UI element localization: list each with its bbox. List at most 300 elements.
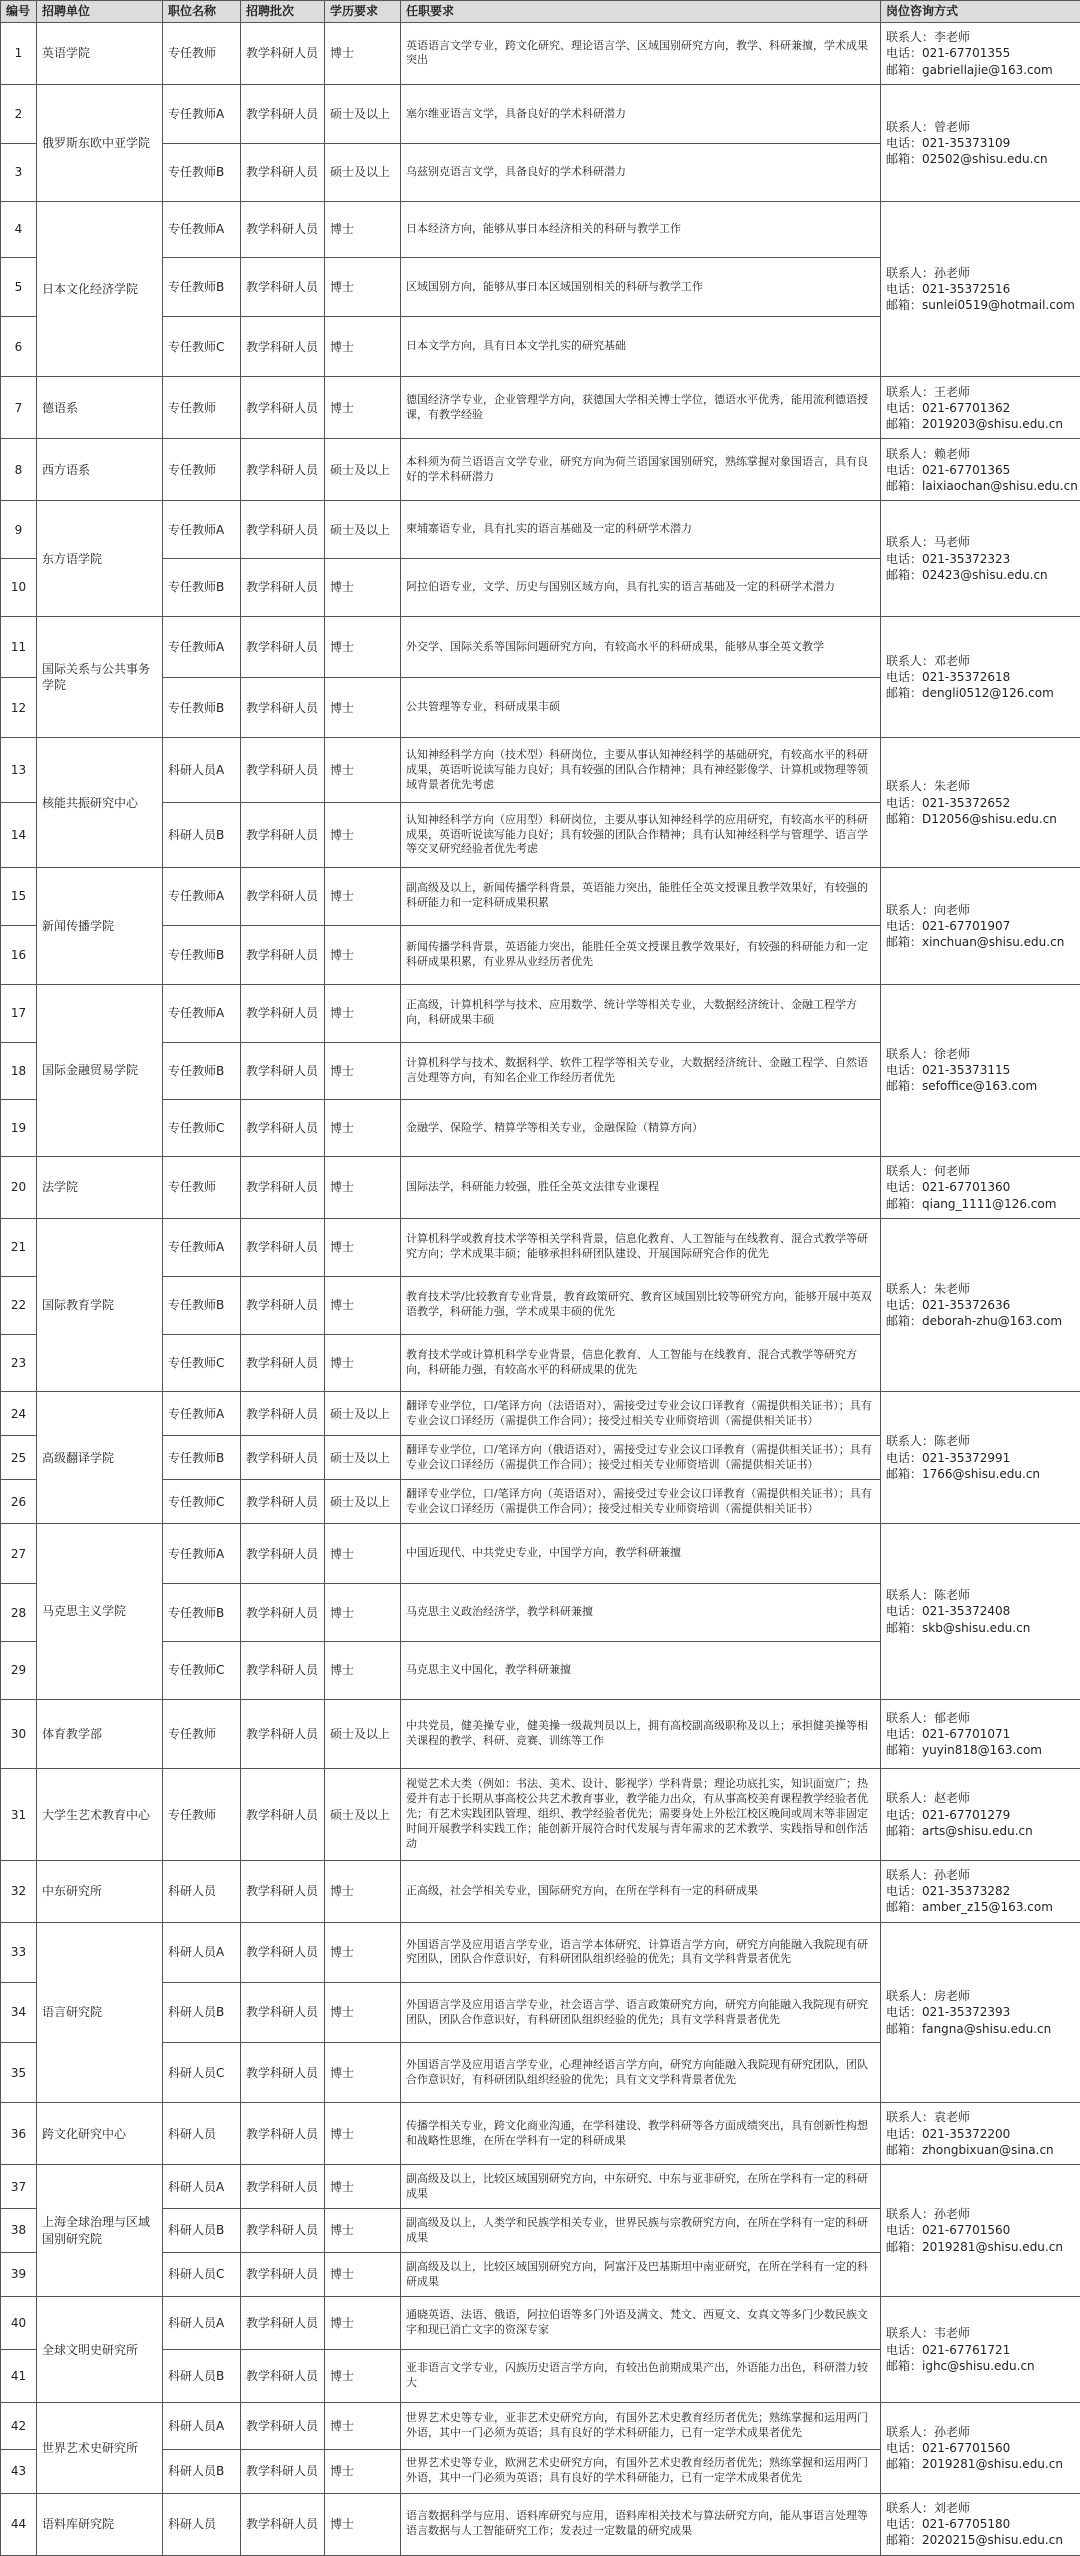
contact-info xyxy=(881,377,1080,439)
row-index: 35 xyxy=(1,2043,37,2103)
education-requirement: 博士 xyxy=(325,2403,401,2449)
job-requirements: 教育技术学/比较教育专业背景，教育政策研究、教育区域国别比较等研究方向，能够开展中英双语教学，科研能力强，学术成果丰硕的优先 xyxy=(401,1276,881,1334)
position-title: 专任教师 xyxy=(163,1156,241,1218)
contact-line: 联系人：韦老师 xyxy=(886,2326,971,2341)
row-index: 37 xyxy=(1,2165,37,2209)
unit-name: 大学生艺术教育中心 xyxy=(37,1769,163,1861)
position-title: 科研人员 xyxy=(163,2493,241,2555)
education-requirement: 博士 xyxy=(325,925,401,984)
education-requirement: 博士 xyxy=(325,1584,401,1642)
row-index: 17 xyxy=(1,984,37,1042)
table-row xyxy=(1,1769,1080,1861)
contact-info xyxy=(881,1922,1080,2102)
table-row xyxy=(1,84,1080,143)
recruit-batch: 教学科研人员 xyxy=(241,1769,325,1861)
position-title: 专任教师 xyxy=(163,1699,241,1768)
unit-name: 世界艺术史研究所 xyxy=(37,2403,163,2493)
unit-name: 全球文明史研究所 xyxy=(37,2296,163,2402)
contact-line: 联系人：陈老师 xyxy=(886,1434,971,1449)
position-title: 科研人员 xyxy=(163,2103,241,2165)
education-requirement: 博士 xyxy=(325,1642,401,1700)
contact-line: 电话：021-35373109 xyxy=(886,135,1011,150)
recruit-batch: 教学科研人员 xyxy=(241,1480,325,1524)
contact-info xyxy=(881,1860,1080,1922)
contact-info xyxy=(881,501,1080,617)
education-requirement: 硕士及以上 xyxy=(325,1699,401,1768)
job-requirements: 马克思主义中国化，教学科研兼擅 xyxy=(401,1642,881,1700)
position-title: 专任教师 xyxy=(163,377,241,439)
contact-line: 电话：021-35372636 xyxy=(886,1298,1011,1313)
position-title: 专任教师 xyxy=(163,1769,241,1861)
row-index: 18 xyxy=(1,1042,37,1100)
table-row xyxy=(1,984,1080,1042)
contact-info xyxy=(881,2103,1080,2165)
unit-name: 语言研究院 xyxy=(37,1922,163,2102)
education-requirement: 硕士及以上 xyxy=(325,84,401,143)
row-index: 22 xyxy=(1,1276,37,1334)
education-requirement: 博士 xyxy=(325,2209,401,2253)
unit-name: 高级翻译学院 xyxy=(37,1392,163,1524)
row-index: 25 xyxy=(1,1436,37,1480)
job-requirements: 认知神经科学方向（应用型）科研岗位，主要从事认知神经科学的应用研究，有较高水平的科研成果，英语听说读写能力良好；具有较强的团队合作精神；具有认知神经科学与管理学、语言学等交叉研究经验者优先考虑 xyxy=(401,803,881,868)
job-requirements: 新闻传播学科背景，英语能力突出，能胜任全英文授课且教学效果好，有较强的科研能力和一定科研成果积累，有业界从业经历者优先 xyxy=(401,925,881,984)
contact-line: 邮箱：fangna@shisu.edu.cn xyxy=(886,2021,1052,2036)
contact-line: 联系人：徐老师 xyxy=(886,1047,971,1062)
position-title: 专任教师A xyxy=(163,84,241,143)
table-row xyxy=(1,1156,1080,1218)
recruit-batch: 教学科研人员 xyxy=(241,559,325,617)
position-title: 专任教师B xyxy=(163,678,241,738)
position-title: 专任教师B xyxy=(163,1584,241,1642)
recruit-batch: 教学科研人员 xyxy=(241,678,325,738)
row-index: 24 xyxy=(1,1392,37,1436)
row-index: 21 xyxy=(1,1218,37,1276)
position-title: 专任教师C xyxy=(163,317,241,377)
contact-line: 联系人：赖老师 xyxy=(886,446,971,461)
contact-line: 邮箱：arts@shisu.edu.cn xyxy=(886,1823,1033,1838)
education-requirement: 博士 xyxy=(325,867,401,925)
job-requirements: 视觉艺术大类（例如：书法、美术、设计、影视学）学科背景；理论功底扎实，知识面宽广；热爱并有志于长期从事高校公共艺术教育事业，教学能力出众，有从事高校美育课程教学经验者优先；有艺术实践团队管理、组织、教学经验者优先；需要身处上外松江校区晚间或周末等非固定时间开展教学科实践工作；能创新开展符合时代发展与青年需求的艺术教学、实践指导和创作活动 xyxy=(401,1769,881,1861)
table-row xyxy=(1,2493,1080,2555)
recruit-batch: 教学科研人员 xyxy=(241,2165,325,2209)
recruit-batch: 教学科研人员 xyxy=(241,143,325,201)
table-header-row xyxy=(1,1,1080,23)
contact-line: 电话：021-35372516 xyxy=(886,282,1011,296)
row-index: 10 xyxy=(1,559,37,617)
row-index: 16 xyxy=(1,925,37,984)
recruit-batch: 教学科研人员 xyxy=(241,2350,325,2403)
education-requirement: 硕士及以上 xyxy=(325,439,401,501)
contact-line: 邮箱：skb@shisu.edu.cn xyxy=(886,1620,1031,1635)
contact-line: 电话：021-67701279 xyxy=(886,1807,1011,1822)
contact-line: 邮箱：2020215@shisu.edu.cn xyxy=(886,2533,1063,2548)
recruit-batch: 教学科研人员 xyxy=(241,803,325,868)
job-requirements: 外国语言学及应用语言学专业，心理神经语言学方向，研究方向能融入我院现有研究团队，团队合作意识好，有科研团队组织经验的优先；具有文文学科背景者优先 xyxy=(401,2043,881,2103)
position-title: 专任教师B xyxy=(163,1436,241,1480)
row-index: 31 xyxy=(1,1769,37,1861)
contact-line: 电话：021-67705180 xyxy=(886,2517,1011,2532)
education-requirement: 博士 xyxy=(325,2493,401,2555)
contact-info xyxy=(881,984,1080,1156)
contact-line: 电话：021-67701560 xyxy=(886,2440,1011,2455)
unit-name: 英语学院 xyxy=(37,23,163,85)
contact-line: 邮箱：sunlei0519@hotmail.com xyxy=(886,298,1075,313)
contact-info xyxy=(881,867,1080,984)
contact-line: 联系人：房老师 xyxy=(886,1989,971,2004)
row-index: 20 xyxy=(1,1156,37,1218)
row-index: 8 xyxy=(1,439,37,501)
table-row xyxy=(1,1392,1080,1436)
position-title: 科研人员A xyxy=(163,738,241,803)
recruit-batch: 教学科研人员 xyxy=(241,2403,325,2449)
education-requirement: 博士 xyxy=(325,377,401,439)
row-index: 38 xyxy=(1,2209,37,2253)
unit-name: 国际关系与公共事务学院 xyxy=(37,616,163,737)
contact-line: 邮箱：zhongbixuan@sina.cn xyxy=(886,2142,1054,2157)
contact-line: 邮箱：2019203@shisu.edu.cn xyxy=(886,417,1063,432)
job-requirements: 塞尔维亚语言文学，具备良好的学术科研潜力 xyxy=(401,84,881,143)
contact-line: 联系人：李老师 xyxy=(886,30,971,45)
contact-info xyxy=(881,1699,1080,1768)
contact-line: 邮箱：2019281@shisu.edu.cn xyxy=(886,2239,1063,2254)
position-title: 专任教师C xyxy=(163,1100,241,1157)
education-requirement: 博士 xyxy=(325,1100,401,1157)
contact-info xyxy=(881,2165,1080,2297)
row-index: 39 xyxy=(1,2253,37,2297)
job-requirements: 外国语言学及应用语言学专业，社会语言学、语言政策研究方向，研究方向能融入我院现有研究团队，团队合作意识好，有科研团队组织经验的优先；具有文学科背景者优先 xyxy=(401,1982,881,2042)
job-requirements: 日本文学方向，具有日本文学扎实的研究基础 xyxy=(401,317,881,377)
recruit-batch: 教学科研人员 xyxy=(241,2493,325,2555)
recruit-batch: 教学科研人员 xyxy=(241,1218,325,1276)
education-requirement: 博士 xyxy=(325,1922,401,1982)
recruit-batch: 教学科研人员 xyxy=(241,377,325,439)
position-title: 专任教师C xyxy=(163,1334,241,1392)
position-title: 专任教师A xyxy=(163,1524,241,1584)
job-requirements: 副高级及以上，人类学和民族学相关专业，世界民族与宗教研究方向，在所在学科有一定的科研成果 xyxy=(401,2209,881,2253)
contact-info xyxy=(881,616,1080,737)
contact-line: 电话：021-35372200 xyxy=(886,2126,1011,2141)
header-contact: 岗位咨询方式 xyxy=(881,1,1080,23)
education-requirement: 硕士及以上 xyxy=(325,1480,401,1524)
position-title: 科研人员B xyxy=(163,803,241,868)
education-requirement: 博士 xyxy=(325,2043,401,2103)
position-title: 科研人员A xyxy=(163,2296,241,2349)
table-row xyxy=(1,501,1080,559)
contact-line: 邮箱：02423@shisu.edu.cn xyxy=(886,567,1048,582)
unit-name: 国际教育学院 xyxy=(37,1218,163,1391)
header-position: 职位名称 xyxy=(163,1,241,23)
table-row xyxy=(1,377,1080,439)
table-row xyxy=(1,2403,1080,2449)
education-requirement: 博士 xyxy=(325,616,401,677)
position-title: 科研人员C xyxy=(163,2253,241,2297)
contact-line: 邮箱：xinchuan@shisu.edu.cn xyxy=(886,934,1065,949)
position-title: 专任教师A xyxy=(163,616,241,677)
education-requirement: 博士 xyxy=(325,258,401,317)
education-requirement: 博士 xyxy=(325,803,401,868)
contact-line: 邮箱：amber_z15@163.com xyxy=(886,1900,1053,1915)
recruit-batch: 教学科研人员 xyxy=(241,317,325,377)
education-requirement: 博士 xyxy=(325,2350,401,2403)
unit-name: 西方语系 xyxy=(37,439,163,501)
contact-info xyxy=(881,1524,1080,1700)
row-index: 36 xyxy=(1,2103,37,2165)
unit-name: 德语系 xyxy=(37,377,163,439)
row-index: 14 xyxy=(1,803,37,868)
education-requirement: 博士 xyxy=(325,1860,401,1922)
job-requirements: 中国近现代、中共党史专业，中国学方向，教学科研兼擅 xyxy=(401,1524,881,1584)
unit-name: 中东研究所 xyxy=(37,1860,163,1922)
position-title: 专任教师B xyxy=(163,143,241,201)
header-unit: 招聘单位 xyxy=(37,1,163,23)
row-index: 29 xyxy=(1,1642,37,1700)
education-requirement: 博士 xyxy=(325,1334,401,1392)
job-requirements: 正高级，社会学相关专业，国际研究方向，在所在学科有一定的科研成果 xyxy=(401,1860,881,1922)
position-title: 科研人员C xyxy=(163,2043,241,2103)
job-requirements: 本科须为荷兰语语言文学专业，研究方向为荷兰语国家国别研究，熟练掌握对象国语言，具有良好的学术科研潜力 xyxy=(401,439,881,501)
position-title: 科研人员B xyxy=(163,1982,241,2042)
unit-name: 新闻传播学院 xyxy=(37,867,163,984)
education-requirement: 博士 xyxy=(325,23,401,85)
job-requirements: 英语语言文学专业，跨文化研究、理论语言学、区域国别研究方向，教学、科研兼擅，学术成果突出 xyxy=(401,23,881,85)
row-index: 30 xyxy=(1,1699,37,1768)
recruit-batch: 教学科研人员 xyxy=(241,867,325,925)
job-requirements: 世界艺术史等专业，欧洲艺术史研究方向，有国外艺术史教育经历者优先；熟练掌握和运用两门外语，其中一门必须为英语；具有良好的学术科研能力，已有一定学术成果者优先 xyxy=(401,2449,881,2493)
position-title: 专任教师B xyxy=(163,1042,241,1100)
position-title: 科研人员B xyxy=(163,2209,241,2253)
header-batch: 招聘批次 xyxy=(241,1,325,23)
row-index: 33 xyxy=(1,1922,37,1982)
unit-name: 日本文化经济学院 xyxy=(37,201,163,377)
position-title: 专任教师B xyxy=(163,925,241,984)
contact-line: 电话：021-35373282 xyxy=(886,1884,1011,1899)
row-index: 42 xyxy=(1,2403,37,2449)
unit-name: 国际金融贸易学院 xyxy=(37,984,163,1156)
row-index: 11 xyxy=(1,616,37,677)
position-title: 专任教师A xyxy=(163,867,241,925)
education-requirement: 博士 xyxy=(325,2165,401,2209)
education-requirement: 硕士及以上 xyxy=(325,501,401,559)
contact-line: 电话：021-67701071 xyxy=(886,1727,1011,1741)
contact-line: 邮箱：02502@shisu.edu.cn xyxy=(886,151,1048,166)
table-row xyxy=(1,2165,1080,2209)
education-requirement: 博士 xyxy=(325,2103,401,2165)
contact-info xyxy=(881,2493,1080,2555)
row-index: 34 xyxy=(1,1982,37,2042)
contact-line: 电话：021-67761721 xyxy=(886,2342,1011,2357)
row-index: 32 xyxy=(1,1860,37,1922)
row-index: 3 xyxy=(1,143,37,201)
recruit-batch: 教学科研人员 xyxy=(241,1584,325,1642)
recruit-batch: 教学科研人员 xyxy=(241,1982,325,2042)
position-title: 专任教师B xyxy=(163,559,241,617)
contact-line: 联系人：孙老师 xyxy=(886,2207,971,2222)
contact-line: 电话：021-67701560 xyxy=(886,2223,1011,2238)
job-requirements: 传播学相关专业，跨文化商业沟通，在学科建设、教学科研等各方面成绩突出，具有创新性构想和战略性思维，在所在学科有一定的科研成果 xyxy=(401,2103,881,2165)
table-row xyxy=(1,1524,1080,1584)
unit-name: 体育教学部 xyxy=(37,1699,163,1768)
job-requirements: 翻译专业学位，口/笔译方向（英语语对），需接受过专业会议口译教育（需提供相关证书）；具有专业会议口译经历（需提供工作合同）；接受过相关专业师资培训（需提供相关证书） xyxy=(401,1480,881,1524)
position-title: 专任教师A xyxy=(163,1392,241,1436)
job-requirements: 通晓英语、法语、俄语，阿拉伯语等多门外语及满文、梵文、西夏文、女真文等多门少数民族文字和现已消亡文字的资深专家 xyxy=(401,2296,881,2349)
contact-line: 电话：021-35372618 xyxy=(886,670,1011,685)
header-education: 学历要求 xyxy=(325,1,401,23)
education-requirement: 博士 xyxy=(325,1276,401,1334)
contact-line: 邮箱：2019281@shisu.edu.cn xyxy=(886,2457,1063,2472)
contact-line: 联系人：朱老师 xyxy=(886,779,971,794)
row-index: 1 xyxy=(1,23,37,85)
recruit-batch: 教学科研人员 xyxy=(241,2449,325,2493)
row-index: 28 xyxy=(1,1584,37,1642)
contact-line: 联系人：朱老师 xyxy=(886,1281,971,1296)
job-requirements: 马克思主义政治经济学，教学科研兼擅 xyxy=(401,1584,881,1642)
education-requirement: 博士 xyxy=(325,984,401,1042)
position-title: 科研人员 xyxy=(163,1860,241,1922)
contact-line: 电话：021-67701907 xyxy=(886,918,1011,933)
row-index: 13 xyxy=(1,738,37,803)
unit-name: 跨文化研究中心 xyxy=(37,2103,163,2165)
contact-line: 邮箱：ighc@shisu.edu.cn xyxy=(886,2358,1035,2373)
recruit-batch: 教学科研人员 xyxy=(241,2209,325,2253)
job-requirements: 区域国别方向，能够从事日本区域国别相关的科研与教学工作 xyxy=(401,258,881,317)
table-row xyxy=(1,439,1080,501)
education-requirement: 硕士及以上 xyxy=(325,1436,401,1480)
row-index: 19 xyxy=(1,1100,37,1157)
recruit-batch: 教学科研人员 xyxy=(241,1276,325,1334)
recruit-batch: 教学科研人员 xyxy=(241,984,325,1042)
recruit-batch: 教学科研人员 xyxy=(241,1642,325,1700)
contact-line: 邮箱：qiang_1111@126.com xyxy=(886,1196,1057,1211)
position-title: 专任教师B xyxy=(163,258,241,317)
contact-info xyxy=(881,201,1080,377)
unit-name: 法学院 xyxy=(37,1156,163,1218)
education-requirement: 博士 xyxy=(325,1982,401,2042)
job-requirements: 翻译专业学位，口/笔译方向（法语语对），需接受过专业会议口译教育（需提供相关证书）；具有专业会议口译经历（需提供工作合同）；接受过相关专业师资培训（需提供相关证书） xyxy=(401,1392,881,1436)
recruit-batch: 教学科研人员 xyxy=(241,1524,325,1584)
table-row xyxy=(1,2296,1080,2349)
contact-info xyxy=(881,1769,1080,1861)
job-requirements: 国际法学，科研能力较强，胜任全英文法律专业课程 xyxy=(401,1156,881,1218)
position-title: 专任教师C xyxy=(163,1642,241,1700)
unit-name: 上海全球治理与区域国别研究院 xyxy=(37,2165,163,2297)
job-requirements: 亚非语言文学专业，闪族历史语言学方向，有较出色前期成果产出，外语能力出色，科研潜力较大 xyxy=(401,2350,881,2403)
contact-line: 联系人：郁老师 xyxy=(886,1710,971,1725)
table-row xyxy=(1,616,1080,677)
recruit-batch: 教学科研人员 xyxy=(241,1392,325,1436)
row-index: 5 xyxy=(1,258,37,317)
job-requirements: 乌兹别克语言文学，具备良好的学术科研潜力 xyxy=(401,143,881,201)
recruit-batch: 教学科研人员 xyxy=(241,201,325,258)
contact-line: 联系人：曾老师 xyxy=(886,119,971,134)
position-title: 专任教师 xyxy=(163,439,241,501)
contact-line: 电话：021-35372408 xyxy=(886,1604,1011,1619)
job-requirements: 认知神经科学方向（技术型）科研岗位，主要从事认知神经科学的基础研究，有较高水平的科研成果，英语听说读写能力良好；具有较强的团队合作精神；具有神经影像学、计算机或物理等领域背景者优先考虑 xyxy=(401,738,881,803)
recruit-batch: 教学科研人员 xyxy=(241,1699,325,1768)
job-requirements: 柬埔寨语专业，具有扎实的语言基础及一定的科研学术潜力 xyxy=(401,501,881,559)
contact-info xyxy=(881,2296,1080,2402)
education-requirement: 博士 xyxy=(325,1042,401,1100)
row-index: 7 xyxy=(1,377,37,439)
recruit-batch: 教学科研人员 xyxy=(241,84,325,143)
table-row xyxy=(1,738,1080,803)
job-requirements: 计算机科学或教育技术学等相关学科背景，信息化教育、人工智能与在线教育、混合式教学等研究方向；学术成果丰硕；能够承担科研团队建设、开展国际研究合作的优先 xyxy=(401,1218,881,1276)
row-index: 12 xyxy=(1,678,37,738)
education-requirement: 博士 xyxy=(325,738,401,803)
recruit-batch: 教学科研人员 xyxy=(241,2103,325,2165)
job-requirements: 教育技术学或计算机科学专业背景，信息化教育、人工智能与在线教育、混合式教学等研究方向，科研能力强，有较高水平的科研成果的优先 xyxy=(401,1334,881,1392)
table-row xyxy=(1,1218,1080,1276)
education-requirement: 博士 xyxy=(325,559,401,617)
job-requirements: 世界艺术史等专业，亚非艺术史研究方向，有国外艺术史教育经历者优先；熟练掌握和运用两门外语，其中一门必须为英语；具有良好的学术科研能力，已有一定学术成果者优先 xyxy=(401,2403,881,2449)
contact-line: 邮箱：deborah-zhu@163.com xyxy=(886,1314,1063,1329)
contact-line: 邮箱：yuyin818@163.com xyxy=(886,1743,1043,1758)
contact-line: 电话：021-35373115 xyxy=(886,1063,1011,1078)
row-index: 44 xyxy=(1,2493,37,2555)
recruit-batch: 教学科研人员 xyxy=(241,258,325,317)
contact-line: 联系人：何老师 xyxy=(886,1164,971,1179)
job-requirements: 副高级及以上，新闻传播学科背景，英语能力突出，能胜任全英文授课且教学效果好，有较强的科研能力和一定科研成果积累 xyxy=(401,867,881,925)
unit-name: 马克思主义学院 xyxy=(37,1524,163,1700)
job-requirements: 副高级及以上，比较区域国别研究方向，阿富汗及巴基斯坦中南亚研究，在所在学科有一定的科研成果 xyxy=(401,2253,881,2297)
recruit-batch: 教学科研人员 xyxy=(241,439,325,501)
recruit-batch: 教学科研人员 xyxy=(241,1436,325,1480)
unit-name: 核能共振研究中心 xyxy=(37,738,163,868)
position-title: 专任教师A xyxy=(163,201,241,258)
recruit-batch: 教学科研人员 xyxy=(241,616,325,677)
recruit-batch: 教学科研人员 xyxy=(241,1334,325,1392)
contact-line: 电话：021-67701360 xyxy=(886,1180,1011,1195)
row-index: 6 xyxy=(1,317,37,377)
position-title: 科研人员B xyxy=(163,2350,241,2403)
job-requirements: 正高级，计算机科学与技术、应用数学、统计学等相关专业，大数据经济统计、金融工程学方向，科研成果丰硕 xyxy=(401,984,881,1042)
contact-line: 联系人：赵老师 xyxy=(886,1791,971,1806)
job-requirements: 翻译专业学位，口/笔译方向（俄语语对），需接受过专业会议口译教育（需提供相关证书）；具有专业会议口译经历（需提供工作合同）；接受过相关专业师资培训（需提供相关证书） xyxy=(401,1436,881,1480)
table-row xyxy=(1,201,1080,258)
job-requirements: 金融学、保险学、精算学等相关专业，金融保险（精算方向） xyxy=(401,1100,881,1157)
position-title: 专任教师A xyxy=(163,501,241,559)
contact-line: 联系人：孙老师 xyxy=(886,1868,971,1883)
contact-line: 联系人：孙老师 xyxy=(886,2424,971,2439)
job-requirements: 德国经济学专业，企业管理学方向，获德国大学相关博士学位，德语水平优秀，能用流利德语授课，有教学经验 xyxy=(401,377,881,439)
position-title: 专任教师A xyxy=(163,984,241,1042)
row-index: 40 xyxy=(1,2296,37,2349)
contact-info xyxy=(881,23,1080,85)
contact-line: 电话：021-35372393 xyxy=(886,2005,1011,2020)
contact-line: 联系人：邓老师 xyxy=(886,653,971,668)
recruit-batch: 教学科研人员 xyxy=(241,23,325,85)
position-title: 专任教师A xyxy=(163,1218,241,1276)
contact-info xyxy=(881,1392,1080,1524)
contact-info xyxy=(881,1156,1080,1218)
contact-line: 联系人：王老师 xyxy=(886,384,971,399)
education-requirement: 硕士及以上 xyxy=(325,143,401,201)
contact-info xyxy=(881,738,1080,868)
row-index: 4 xyxy=(1,201,37,258)
contact-line: 电话：021-67701355 xyxy=(886,46,1011,61)
table-row xyxy=(1,2103,1080,2165)
row-index: 43 xyxy=(1,2449,37,2493)
contact-info xyxy=(881,2403,1080,2493)
table-row xyxy=(1,867,1080,925)
row-index: 41 xyxy=(1,2350,37,2403)
header-requirements: 任职要求 xyxy=(401,1,881,23)
job-requirements: 中共党员，健美操专业，健美操一级裁判员以上，拥有高校副高级职称及以上；承担健美操等相关课程的教学、科研、竞赛、训练等工作 xyxy=(401,1699,881,1768)
education-requirement: 博士 xyxy=(325,2296,401,2349)
recruit-batch: 教学科研人员 xyxy=(241,1042,325,1100)
contact-info xyxy=(881,1218,1080,1391)
contact-line: 邮箱：sefoffice@163.com xyxy=(886,1079,1038,1094)
education-requirement: 博士 xyxy=(325,2449,401,2493)
